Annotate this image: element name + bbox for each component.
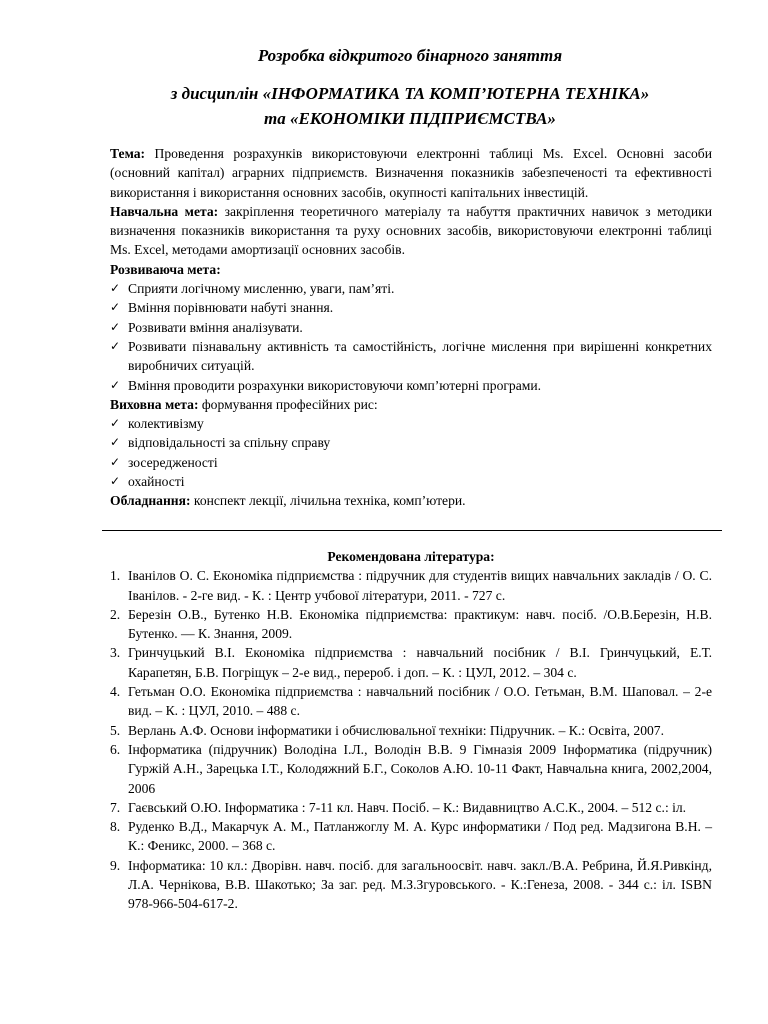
- list-item: ✓ Вміння проводити розрахунки використовуючи комп’ютерні програми.: [110, 376, 712, 395]
- list-number: 1.: [110, 568, 121, 584]
- list-item: 7. Гаєвський О.Ю. Інформатика : 7-11 кл. Навч. Посіб. – К.: Видавництво А.С.К., 2004. – 512 с.: іл.: [110, 798, 712, 817]
- checkmark-icon: ✓: [110, 281, 121, 296]
- list-number: 7.: [110, 799, 121, 815]
- upbringing-goal-text: формування професійних рис:: [198, 396, 378, 412]
- checkmark-icon: ✓: [110, 416, 121, 431]
- list-number: 6.: [110, 741, 121, 757]
- topic-label: Тема:: [110, 146, 146, 161]
- developmental-goal-list: [110, 279, 712, 395]
- equipment-paragraph: [110, 491, 712, 510]
- checkmark-icon: ✓: [110, 454, 121, 469]
- upbringing-goal-list: [110, 414, 712, 491]
- educational-goal-label: Навчальна мета:: [110, 203, 219, 219]
- list-number: 5.: [110, 722, 121, 738]
- checkmark-icon: ✓: [110, 300, 121, 315]
- document-title-line-3: та «ЕКОНОМІКИ ПІДПРИЄМСТВА»: [264, 109, 556, 128]
- list-item: ✓ Сприяти логічному мисленню, уваги, пам’яті.: [110, 279, 712, 298]
- checkmark-icon: ✓: [110, 319, 121, 334]
- list-number: 9.: [110, 857, 121, 873]
- checkmark-icon: ✓: [110, 377, 121, 392]
- educational-goal-paragraph: [110, 202, 712, 260]
- document-title-line-2: з дисциплін «ІНФОРМАТИКА ТА КОМП’ЮТЕРНА ТЕХНІКА»: [170, 84, 650, 103]
- equipment-text: конспект лекції, лічильна техніка, комп’ютери.: [190, 493, 466, 509]
- list-number: 8.: [110, 819, 121, 835]
- section-divider: [102, 530, 722, 531]
- literature-list: [110, 566, 712, 913]
- upbringing-goal-paragraph: [110, 395, 712, 414]
- list-item: 4. Гетьман О.О. Економіка підприємства : навчальний посібник / О.О. Гетьман, В.М. Шаповал. – 2-е вид. – К. : ЦУЛ, 2010. – 488 с.: [110, 684, 712, 719]
- lesson-description: [110, 144, 712, 511]
- list-number: 3.: [110, 645, 121, 661]
- list-item: 3. Гринчуцький В.І. Економіка підприємства : навчальний посібник / В.І. Гринчуцький, Е.Т. Карапетян, Б.В. Погріщук – 2-е вид., перероб. і доп. – К. : ЦУЛ, 2012. – 304 с.: [110, 645, 712, 680]
- checkmark-icon: ✓: [110, 474, 121, 489]
- topic-text: Проведення розрахунків використовуючи електронні таблиці Ms. Excel. Основні засоби (основний капітал) аграрних підприємств. Визначення показників забезпеченості та ефективності використання і використання основних засобів, окупності капітальних інвестицій.: [110, 146, 712, 200]
- list-item: 5. Верлань А.Ф. Основи інформатики і обчислювальної техніки: Підручник. – К.: Освіта, 2007.: [110, 721, 712, 740]
- list-item: 9. Інформатика: 10 кл.: Дворівн. навч. посіб. для загальноосвіт. навч. закл./В.А. Ребрина, Й.Я.Ривкінд, Л.А. Чернікова, В.В. Шакотько; За заг. ред. М.З.Згуровського. - К.:Генеза, 2008. - 344 с.: іл. ISBN 978-966-504-617-2.: [110, 857, 712, 912]
- list-item: 1. Іванілов О. С. Економіка підприємства : підручник для студентів вищих навчальних закладів / О. С. Іванілов. - 2-ге вид. - К. : Центр учбової літератури, 2011. - 727 с.: [110, 568, 712, 603]
- topic-paragraph: [110, 144, 712, 202]
- list-item: 6. Інформатика (підручник) Володіна І.Л., Володін В.В. 9 Гімназія 2009 Інформатика (підручник) Гуржій А.Н., Зарецька І.Т., Колодяжний Б.Г., Соколов А.Ю. 10-11 Факт, Навчальна книга, 2002,2004, 2006: [110, 741, 712, 796]
- list-item: ✓ Вміння порівнювати набуті знання.: [110, 298, 712, 317]
- developmental-goal-label: Розвиваюча мета:: [110, 261, 221, 277]
- literature-title: Рекомендована література:: [327, 549, 495, 564]
- checkmark-icon: ✓: [110, 435, 121, 450]
- document-title-line-1: Розробка відкритого бінарного заняття: [257, 46, 563, 65]
- educational-goal-text: закріплення теоретичного матеріалу та набуття практичних навичок з методики визначення показників використання та руху основних засобів, використовуючи електронні таблиці Ms. Excel, методами амортизації основних засобів.: [110, 203, 712, 258]
- list-item: 8. Руденко В.Д., Макарчук А. М., Патланжоглу М. А. Курс информатики / Под ред. Мадзигона В.Н. – К.: Феникс, 2000. – 368 с.: [110, 819, 712, 854]
- developmental-goal-heading: [110, 260, 712, 279]
- list-number: 4.: [110, 684, 121, 700]
- list-item: ✓ Розвивати пізнавальну активність та самостійність, логічне мислення при вирішенні конкретних виробничих ситуацій.: [110, 338, 712, 374]
- equipment-label: Обладнання:: [110, 493, 191, 509]
- list-item: ✓ зосередженості: [110, 453, 712, 472]
- list-item: ✓ охайності: [110, 472, 712, 491]
- list-item: ✓ колективізму: [110, 414, 712, 433]
- list-number: 2.: [110, 606, 121, 622]
- list-item: ✓ відповідальності за спільну справу: [110, 433, 712, 452]
- upbringing-goal-label: Виховна мета:: [110, 396, 199, 412]
- checkmark-icon: ✓: [110, 338, 121, 353]
- literature-section: [110, 547, 712, 914]
- list-item: 2. Березін О.В., Бутенко Н.В. Економіка підприємства: практикум: навч. посіб. /О.В.Березін, Н.В. Бутенко. — К. Знання, 2009.: [110, 606, 712, 642]
- list-item: ✓ Розвивати вміння аналізувати.: [110, 318, 712, 337]
